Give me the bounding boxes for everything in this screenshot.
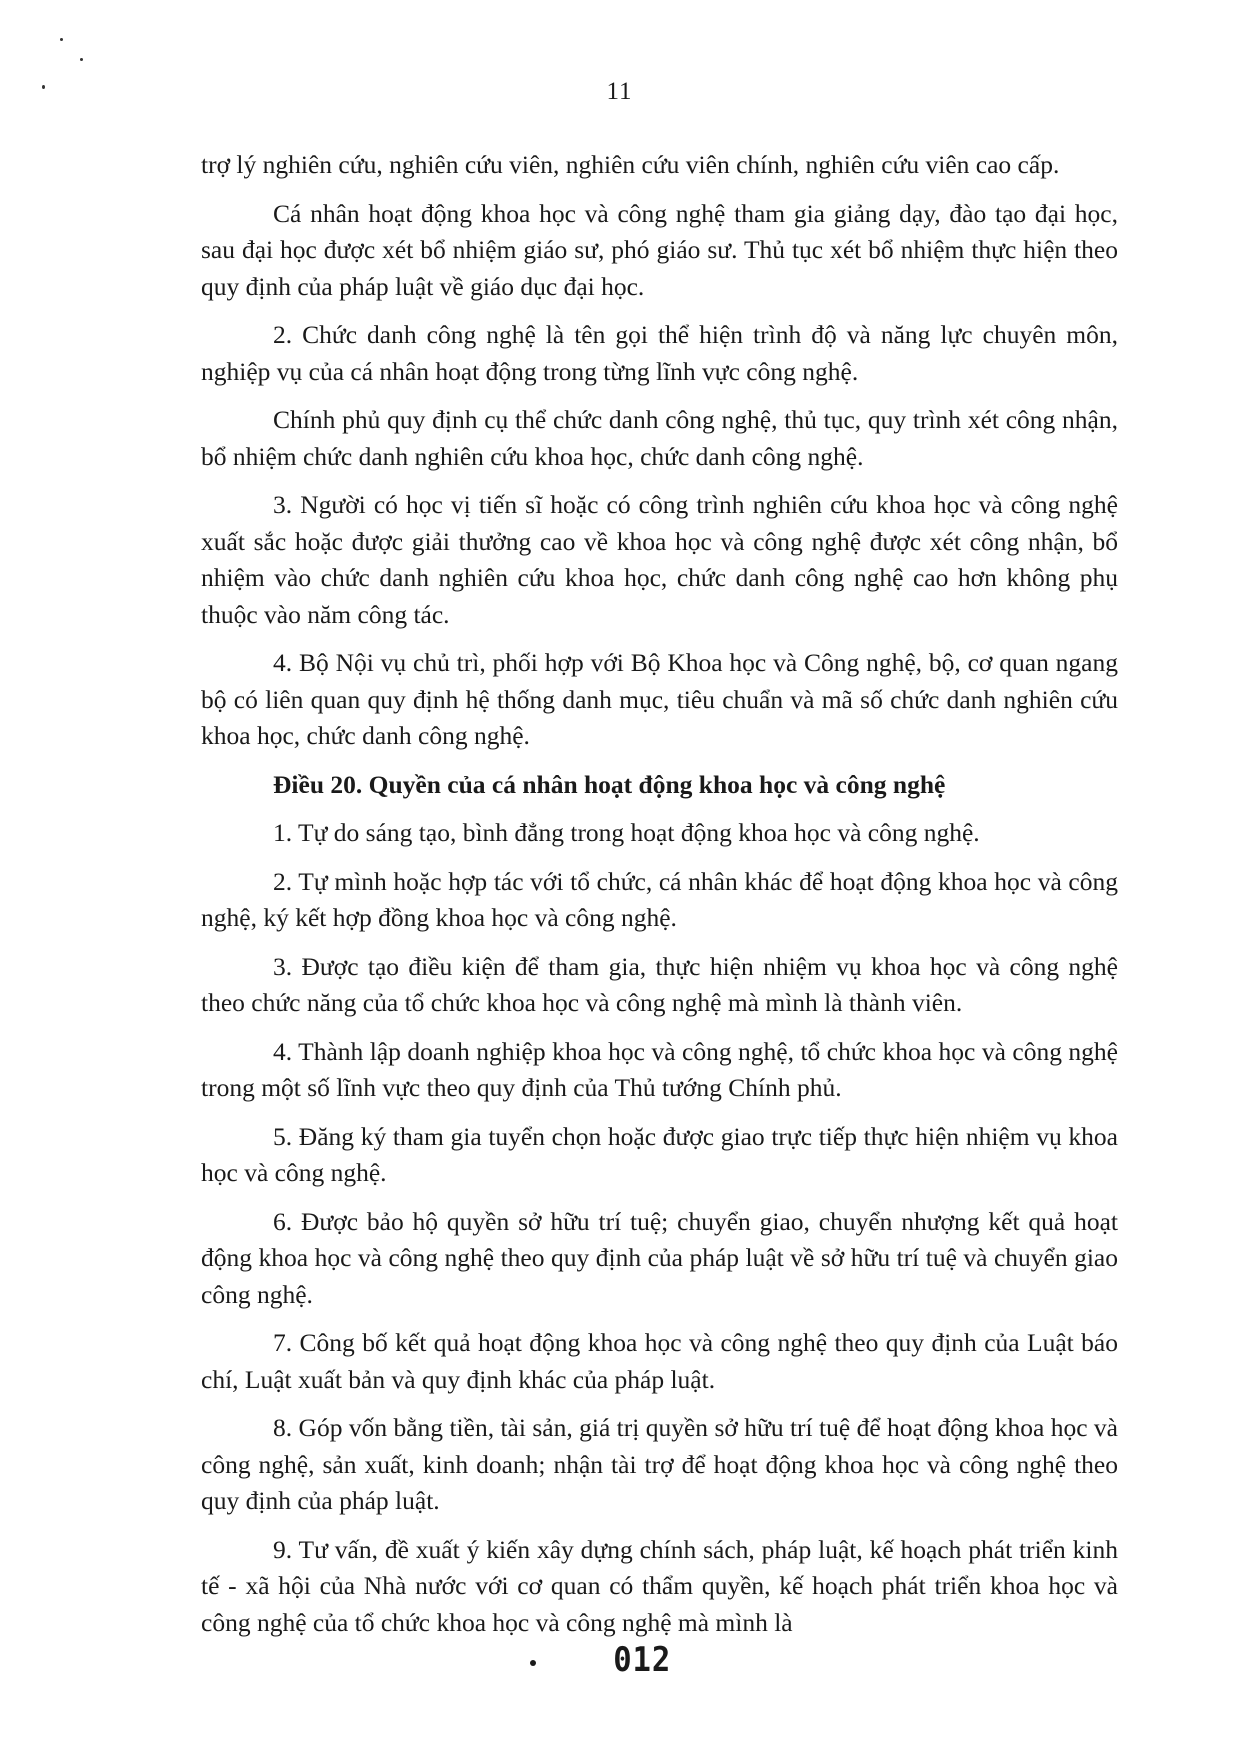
stamp-dot: [530, 1660, 536, 1666]
paragraph: Chính phủ quy định cụ thể chức danh công nghệ, thủ tục, quy trình xét công nhận, bổ nhiệm chức danh nghiên cứu khoa học, chức danh công nghệ.: [201, 405, 1118, 471]
paragraph: 3. Người có học vị tiến sĩ hoặc có công trình nghiên cứu khoa học và công nghệ xuất sắc hoặc được giải thưởng cao về khoa học và công nghệ được xét công nhận, bổ nhiệm vào chức danh nghiên cứu khoa học, chức danh công nghệ cao hơn không phụ thuộc vào năm công tác.: [201, 490, 1118, 629]
article-item: 9. Tư vấn, đề xuất ý kiến xây dựng chính sách, pháp luật, kế hoạch phát triển kinh tế - xã hội của Nhà nước với cơ quan có thẩm quyền, kế hoạch phát triển khoa học và công nghệ của tổ chức khoa học và công nghệ mà mình là: [201, 1534, 1118, 1637]
article-item: 1. Tự do sáng tạo, bình đẳng trong hoạt động khoa học và công nghệ.: [273, 818, 980, 847]
paragraph: 4. Bộ Nội vụ chủ trì, phối hợp với Bộ Khoa học và Công nghệ, bộ, cơ quan ngang bộ có liên quan quy định hệ thống danh mục, tiêu chuẩn và mã số chức danh nghiên cứu khoa học, chức danh công nghệ.: [201, 648, 1118, 750]
article-item: 8. Góp vốn bằng tiền, tài sản, giá trị quyền sở hữu trí tuệ để hoạt động khoa học và công nghệ, sản xuất, kinh doanh; nhận tài trợ để hoạt động khoa học và công nghệ theo quy định của pháp luật.: [201, 1413, 1118, 1515]
scan-speck: [60, 38, 63, 41]
article-item: 5. Đăng ký tham gia tuyển chọn hoặc được giao trực tiếp thực hiện nhiệm vụ khoa học và công nghệ.: [201, 1121, 1118, 1187]
page-stamp: 012: [613, 1640, 672, 1680]
paragraph: 2. Chức danh công nghệ là tên gọi thể hiện trình độ và năng lực chuyên môn, nghiệp vụ của cá nhân hoạt động trong từng lĩnh vực công nghệ.: [201, 320, 1118, 386]
article-item: 2. Tự mình hoặc hợp tác với tổ chức, cá nhân khác để hoạt động khoa học và công nghệ, ký kết hợp đồng khoa học và công nghệ.: [201, 866, 1118, 932]
article-heading: Điều 20. Quyền của cá nhân hoạt động khoa học và công nghệ: [273, 769, 946, 799]
article-item: 4. Thành lập doanh nghiệp khoa học và công nghệ, tổ chức khoa học và công nghệ trong một số lĩnh vực theo quy định của Thủ tướng Chính phủ.: [201, 1036, 1118, 1102]
scan-speck: [80, 58, 83, 61]
paragraph: Cá nhân hoạt động khoa học và công nghệ tham gia giảng dạy, đào tạo đại học, sau đại học được xét bổ nhiệm giáo sư, phó giáo sư. Thủ tục xét bổ nhiệm thực hiện theo quy định của pháp luật về giáo dục đại học.: [201, 198, 1118, 301]
article-item: 6. Được bảo hộ quyền sở hữu trí tuệ; chuyển giao, chuyển nhượng kết quả hoạt động khoa học và công nghệ theo quy định của pháp luật về sở hữu trí tuệ và chuyển giao công nghệ.: [201, 1206, 1118, 1309]
document-body: [201, 147, 1118, 1653]
article-item: 7. Công bố kết quả hoạt động khoa học và công nghệ theo quy định của Luật báo chí, Luật xuất bản và quy định khác của pháp luật.: [201, 1328, 1118, 1394]
paragraph: trợ lý nghiên cứu, nghiên cứu viên, nghiên cứu viên chính, nghiên cứu viên cao cấp.: [201, 150, 1060, 179]
article-item: 3. Được tạo điều kiện để tham gia, thực hiện nhiệm vụ khoa học và công nghệ theo chức năng của tổ chức khoa học và công nghệ mà mình là thành viên.: [201, 951, 1118, 1017]
page-number: 11: [606, 78, 633, 105]
